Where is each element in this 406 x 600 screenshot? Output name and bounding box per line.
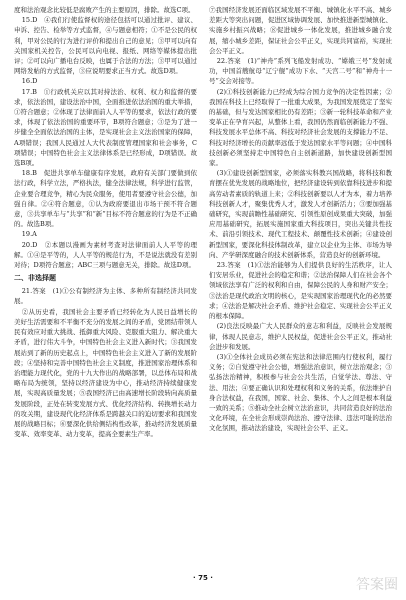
right-column bbox=[209, 5, 392, 567]
paragraph: (2)①科技创新能力已经成为综合国力竞争的决定性因素；②我国在科技上已经取得了一批重大成果，为我国发展奠定了坚实的基础，但与发达国家相比仍有差距；③新一轮科技革命和产业变革正在孕育兴起，从整体上看，我国仍然面临创新能力不强、科技发展水平总体不高、科技对经济社会发展的支撑能力不足、科技对经济增长的贡献率远低于发达国家水平等问题；④中国科技创新必须坚持走中国特色自主创新道路，加快建设创新型国家。 bbox=[209, 87, 392, 168]
paragraph: 22.答案 (1)“神舟”系列飞船发射成功、“嫦娥三号”发射成功，中国首艘航母“辽宁舰”成功下水、“天宫二号”和“神舟十一号”交会对接等。 bbox=[209, 57, 392, 86]
paragraph: 20.D ②本题以漫画为素材考查对法律面前人人平等的理解。①④是平等的，人人平等的规范行为，不是说法就没有差别对待；D项符合题意；ABC三项与题意无关，排除。故选D项。 bbox=[14, 240, 197, 270]
paragraph: (3)①建设创新型国家，必须落实科教兴国战略，将科技和教育摆在优先发展的战略地位，把经济建设转到依靠科技进步和提高劳动者素质的轨道上来；②科技创新要以人才为本，着力培养科技创新人才，聚集优秀人才，激发人才创新活力；③要加强基础研究，实现前瞻性基础研究、引领性原创成果重大突破，加强应用基础研究，拓展实施国家重大科技项目，突出关键共性技术、前沿引领技术、现代工程技术、颠覆性技术创新；④建设创新型国家，要深化科技体制改革，建立以企业为主体、市场为导向、产学研深度融合的技术创新体系，营造良好的创新环境。 bbox=[209, 169, 392, 259]
paragraph: ②从历史看，我国社会主要矛盾已经转化为人民日益增长的美好生活需要和不平衡不充分的发展之间的矛盾，党团结带领人民有效应对重大挑战、抵御重大风险、克服重大阻力、解决重大矛盾，进行伟大斗争，中国特色社会主义进入新时代；③我国发展站到了新的历史起点上，中国特色社会主义进入了新的发展阶段；④坚持和完善中国特色社会主义制度，推进国家治理体系和治理能力现代化，党的十九大作出的战略部署，以总体布局和战略布局为统领，坚持以经济建设为中心，推动经济持续健康发展，实现高质量发展；⑤我国经济已由高速增长阶段转向高质量发展阶段，正处在转变发展方式、优化经济结构、转换增长动力的攻关期，建设现代化经济体系是跨越关口的迫切要求和我国发展的战略目标；⑥要深化供给侧结构性改革，推动经济发展质量变革、效率变革、动力变革，提高全要素生产率。 bbox=[14, 307, 197, 439]
paragraph: 15.D ④我们行使监督权的途径包括可以通过批评、建议、申诉、控告、检举等方式监督，④与题意相符；①不是公民的权利，甲对公民的行为进行评价和提出自己的意见；③甲可以向有关国家机关控告，公民可以向电视、报纸、网络等媒体提出批评；②可以向广播电台反映，也属于合法的方法；③甲可以通过网络发帖的方式监督，③应说明要求正当方式。故选D项。 bbox=[14, 16, 197, 76]
paragraph: 19.A bbox=[21, 230, 37, 239]
paragraph: 23.答案 (1)①法治能够为人们提供良好的生活秩序，让人们安居乐业，促进社会的稳定和谐；②法治保障人们在社会各个领域依法享有广泛的权利和自由，保障公民的人身和财产安全；③法治是现代政治文明的核心，是实现国家治理现代化的必然要求；④法治是解决社会矛盾、维护社会稳定、实现社会公平正义的根本保障。 bbox=[209, 261, 392, 321]
paragraph: 度和法治观念比较低是腐败产生的主要原因，排除。故选C项。 bbox=[14, 6, 195, 14]
paragraph: 21.答案 (1)①公有制经济为主体、多种所有制经济共同发展。 bbox=[14, 287, 197, 306]
watermark-logo: 答案圈 bbox=[356, 577, 398, 593]
paragraph: ⑦我国经济发展还面临区域发展不平衡、城镇化水平不高、城乡差距大等突出问题，促进区域协调发展、加快推进新型城镇化、实施乡村振兴战略；⑧促进城乡一体化发展，推进城乡融合发展，缩小城乡差距，保证社会公平正义，实现共同富裕，实现社会公平正义。 bbox=[209, 6, 392, 55]
paragraph: (3)①全体社会成员必须在宪法和法律范围内行使权利，履行义务；②自觉遵守社会公德，增强法治意识，树立法治观念；③弘扬法治精神，积极参与社会公共生活，自觉学法、尊法、守法、用法；④要正确认识和处理权利和义务的关系，依法维护自身合法权益，在我国，国家、社会、集体、个人之间是根本利益一致的关系；⑤推动全社会树立法治意识，共同营造良好的法治文化环境，在全社会形成崇尚法治、遵守法律、违法可耻的法治文化氛围，推动法治建设，实现社会公平、正义。 bbox=[209, 352, 392, 433]
paragraph: 18.B 促进共享单车健康有序发展，政府有关部门要做到依法行政，科学立法，严格执法，健全法律法规，科学进行监管，企业要合理竞争，精心为民众服务，使用者要遵守社会公德，加强自律。②④符合题意，①认为政府要退出市场干预不符合题意，③共享单车与“共享”和“新”目标不符合题意的行为是不正确的。故选B项。 bbox=[14, 169, 197, 229]
paragraph: 16.D bbox=[21, 77, 38, 86]
two-column-body bbox=[14, 5, 392, 567]
paragraph: (2)良法反映最广大人民群众的意志和利益，反映社会发展规律，体现人民意志，维护人民权益，促进社会公平正义，推动社会进步和发展。 bbox=[209, 322, 392, 351]
left-column bbox=[14, 5, 197, 567]
paragraph: 17.B ①行政机关应以其对持法治、权利、权力和监督的要求，依法治国，建设法治中国，全面推进依法治国的重大举措，①符合题意；②体现了法律面前人人平等的要求，依法行政的要求，体现了依法治国的重要环节，B项符合题意；③是为了进一步健全全面依法治国的主体，是实现社会主义法治国家的保障，A项错误；我国人民通过人大代表制度管理国家和社会事务，C项错误；中国特色社会主义法律体系是已经形成，D项错误。故选B项。 bbox=[14, 87, 197, 168]
section-title: 二、非选择题 bbox=[14, 274, 56, 283]
page-number: · 75 · bbox=[193, 574, 213, 582]
